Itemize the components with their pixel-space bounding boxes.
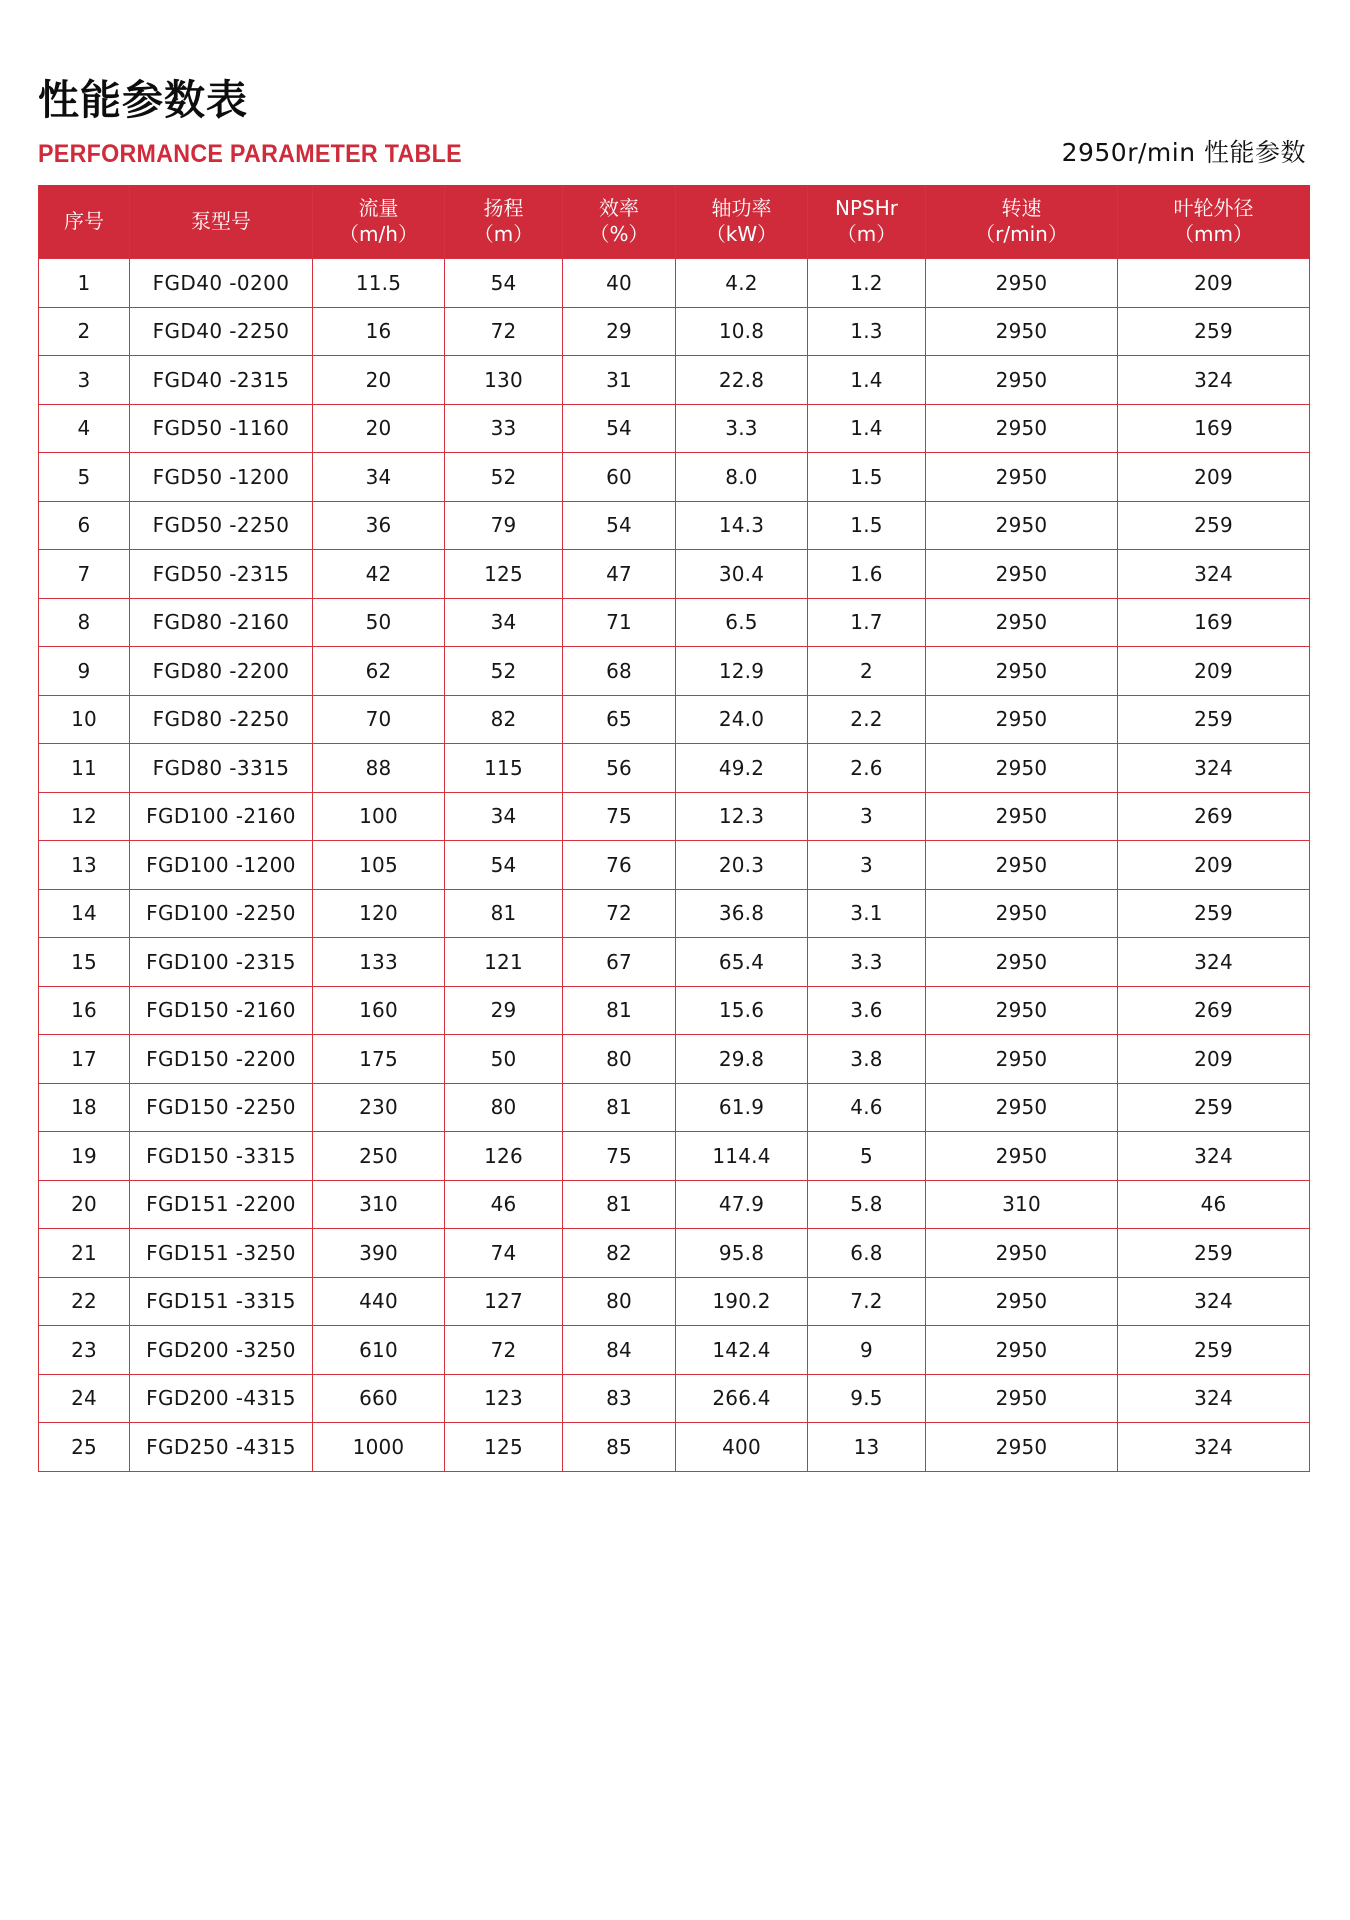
page-title: 性能参数表 xyxy=(38,76,248,124)
cell-value: 100 xyxy=(313,793,445,842)
cell-pump-model: FGD200 -3250 xyxy=(130,1326,313,1375)
table-row xyxy=(38,938,1310,987)
cell-value: 81 xyxy=(563,1181,676,1230)
table-row xyxy=(38,841,1310,890)
cell-value: 70 xyxy=(313,696,445,745)
cell-value: 121 xyxy=(445,938,563,987)
cell-value: 34 xyxy=(445,793,563,842)
column-header-7 xyxy=(808,185,926,259)
cell-value: 660 xyxy=(313,1375,445,1424)
cell-value: 2950 xyxy=(926,453,1118,502)
cell-index: 13 xyxy=(38,841,130,890)
performance-table xyxy=(38,185,1310,1472)
cell-pump-model: FGD40 -0200 xyxy=(130,259,313,308)
speed-condition-note: 2950r/min 性能参数 xyxy=(1061,138,1306,168)
cell-value: 83 xyxy=(563,1375,676,1424)
cell-pump-model: FGD50 -2315 xyxy=(130,550,313,599)
cell-value: 209 xyxy=(1118,453,1310,502)
cell-value: 2 xyxy=(808,647,926,696)
column-header-unit: （kW） xyxy=(705,222,778,246)
cell-value: 50 xyxy=(445,1035,563,1084)
cell-value: 61.9 xyxy=(676,1084,808,1133)
cell-pump-model: FGD151 -2200 xyxy=(130,1181,313,1230)
table-row xyxy=(38,259,1310,308)
cell-value: 2950 xyxy=(926,1375,1118,1424)
table-row xyxy=(38,744,1310,793)
column-header-2 xyxy=(130,185,313,259)
cell-pump-model: FGD100 -2160 xyxy=(130,793,313,842)
page-subtitle-english: PERFORMANCE PARAMETER TABLE xyxy=(38,140,462,169)
cell-pump-model: FGD50 -1200 xyxy=(130,453,313,502)
cell-pump-model: FGD100 -2250 xyxy=(130,890,313,939)
table-row xyxy=(38,405,1310,454)
cell-index: 1 xyxy=(38,259,130,308)
cell-value: 3.1 xyxy=(808,890,926,939)
cell-index: 8 xyxy=(38,599,130,648)
table-row xyxy=(38,696,1310,745)
cell-value: 324 xyxy=(1118,1375,1310,1424)
cell-value: 72 xyxy=(445,1326,563,1375)
table-header xyxy=(38,185,1310,259)
cell-pump-model: FGD50 -1160 xyxy=(130,405,313,454)
cell-pump-model: FGD80 -2250 xyxy=(130,696,313,745)
cell-pump-model: FGD80 -2200 xyxy=(130,647,313,696)
cell-value: 324 xyxy=(1118,744,1310,793)
cell-value: 31 xyxy=(563,356,676,405)
cell-value: 2950 xyxy=(926,1229,1118,1278)
cell-value: 10.8 xyxy=(676,308,808,357)
cell-index: 21 xyxy=(38,1229,130,1278)
cell-value: 1.2 xyxy=(808,259,926,308)
cell-value: 169 xyxy=(1118,405,1310,454)
cell-index: 20 xyxy=(38,1181,130,1230)
cell-value: 5.8 xyxy=(808,1181,926,1230)
performance-table-container xyxy=(38,185,1310,1472)
cell-index: 24 xyxy=(38,1375,130,1424)
cell-value: 2950 xyxy=(926,744,1118,793)
column-header-label: 序号 xyxy=(64,209,104,234)
cell-value: 47.9 xyxy=(676,1181,808,1230)
cell-value: 3.3 xyxy=(676,405,808,454)
cell-value: 4.2 xyxy=(676,259,808,308)
cell-value: 259 xyxy=(1118,696,1310,745)
cell-value: 126 xyxy=(445,1132,563,1181)
cell-pump-model: FGD100 -2315 xyxy=(130,938,313,987)
cell-value: 324 xyxy=(1118,938,1310,987)
cell-pump-model: FGD151 -3315 xyxy=(130,1278,313,1327)
cell-value: 20 xyxy=(313,405,445,454)
cell-value: 2950 xyxy=(926,308,1118,357)
cell-value: 209 xyxy=(1118,1035,1310,1084)
cell-value: 60 xyxy=(563,453,676,502)
cell-index: 16 xyxy=(38,987,130,1036)
column-header-label: 流量 xyxy=(358,196,399,221)
cell-value: 7.2 xyxy=(808,1278,926,1327)
cell-value: 390 xyxy=(313,1229,445,1278)
cell-value: 105 xyxy=(313,841,445,890)
cell-index: 19 xyxy=(38,1132,130,1181)
cell-value: 1.5 xyxy=(808,502,926,551)
table-row xyxy=(38,1375,1310,1424)
cell-pump-model: FGD150 -2200 xyxy=(130,1035,313,1084)
cell-value: 24.0 xyxy=(676,696,808,745)
cell-value: 250 xyxy=(313,1132,445,1181)
cell-value: 3 xyxy=(808,793,926,842)
cell-value: 54 xyxy=(445,259,563,308)
cell-index: 4 xyxy=(38,405,130,454)
cell-value: 127 xyxy=(445,1278,563,1327)
cell-value: 6.8 xyxy=(808,1229,926,1278)
table-row xyxy=(38,550,1310,599)
cell-value: 230 xyxy=(313,1084,445,1133)
cell-value: 324 xyxy=(1118,1132,1310,1181)
cell-value: 2950 xyxy=(926,356,1118,405)
cell-value: 54 xyxy=(445,841,563,890)
column-header-label: 泵型号 xyxy=(191,209,251,234)
column-header-5 xyxy=(563,185,676,259)
cell-value: 2950 xyxy=(926,405,1118,454)
cell-value: 54 xyxy=(563,502,676,551)
cell-value: 1.4 xyxy=(808,405,926,454)
cell-value: 142.4 xyxy=(676,1326,808,1375)
cell-value: 13 xyxy=(808,1423,926,1472)
cell-value: 88 xyxy=(313,744,445,793)
cell-pump-model: FGD50 -2250 xyxy=(130,502,313,551)
cell-value: 67 xyxy=(563,938,676,987)
cell-value: 324 xyxy=(1118,356,1310,405)
cell-value: 40 xyxy=(563,259,676,308)
cell-value: 125 xyxy=(445,1423,563,1472)
cell-value: 133 xyxy=(313,938,445,987)
cell-value: 2950 xyxy=(926,599,1118,648)
cell-value: 259 xyxy=(1118,1229,1310,1278)
cell-value: 62 xyxy=(313,647,445,696)
table-row xyxy=(38,1181,1310,1230)
cell-value: 15.6 xyxy=(676,987,808,1036)
cell-value: 12.9 xyxy=(676,647,808,696)
cell-index: 2 xyxy=(38,308,130,357)
cell-value: 42 xyxy=(313,550,445,599)
cell-value: 50 xyxy=(313,599,445,648)
cell-index: 22 xyxy=(38,1278,130,1327)
cell-value: 1.5 xyxy=(808,453,926,502)
cell-value: 6.5 xyxy=(676,599,808,648)
cell-value: 8.0 xyxy=(676,453,808,502)
table-row xyxy=(38,356,1310,405)
cell-value: 12.3 xyxy=(676,793,808,842)
cell-value: 75 xyxy=(563,793,676,842)
cell-index: 10 xyxy=(38,696,130,745)
table-row xyxy=(38,793,1310,842)
cell-value: 2950 xyxy=(926,1278,1118,1327)
cell-value: 2950 xyxy=(926,1084,1118,1133)
cell-value: 269 xyxy=(1118,987,1310,1036)
cell-value: 65 xyxy=(563,696,676,745)
cell-value: 22.8 xyxy=(676,356,808,405)
cell-value: 49.2 xyxy=(676,744,808,793)
table-row xyxy=(38,502,1310,551)
table-header-row xyxy=(38,185,1310,259)
cell-pump-model: FGD250 -4315 xyxy=(130,1423,313,1472)
cell-pump-model: FGD150 -2160 xyxy=(130,987,313,1036)
cell-value: 1000 xyxy=(313,1423,445,1472)
table-row xyxy=(38,1132,1310,1181)
cell-value: 259 xyxy=(1118,308,1310,357)
cell-value: 56 xyxy=(563,744,676,793)
cell-value: 2950 xyxy=(926,890,1118,939)
cell-value: 33 xyxy=(445,405,563,454)
cell-value: 175 xyxy=(313,1035,445,1084)
cell-index: 6 xyxy=(38,502,130,551)
cell-value: 76 xyxy=(563,841,676,890)
cell-value: 85 xyxy=(563,1423,676,1472)
cell-value: 20.3 xyxy=(676,841,808,890)
cell-value: 2950 xyxy=(926,1326,1118,1375)
cell-value: 1.7 xyxy=(808,599,926,648)
cell-index: 11 xyxy=(38,744,130,793)
cell-value: 2.6 xyxy=(808,744,926,793)
cell-value: 16 xyxy=(313,308,445,357)
column-header-8 xyxy=(926,185,1118,259)
cell-value: 440 xyxy=(313,1278,445,1327)
cell-value: 160 xyxy=(313,987,445,1036)
cell-value: 610 xyxy=(313,1326,445,1375)
column-header-unit: （m） xyxy=(473,222,534,246)
cell-value: 269 xyxy=(1118,793,1310,842)
cell-value: 47 xyxy=(563,550,676,599)
cell-value: 84 xyxy=(563,1326,676,1375)
cell-value: 2950 xyxy=(926,1132,1118,1181)
cell-value: 209 xyxy=(1118,647,1310,696)
cell-value: 400 xyxy=(676,1423,808,1472)
cell-value: 259 xyxy=(1118,1326,1310,1375)
cell-pump-model: FGD151 -3250 xyxy=(130,1229,313,1278)
cell-value: 130 xyxy=(445,356,563,405)
cell-value: 259 xyxy=(1118,502,1310,551)
cell-value: 324 xyxy=(1118,1278,1310,1327)
cell-value: 3 xyxy=(808,841,926,890)
cell-value: 46 xyxy=(445,1181,563,1230)
cell-value: 114.4 xyxy=(676,1132,808,1181)
cell-index: 23 xyxy=(38,1326,130,1375)
cell-value: 80 xyxy=(563,1035,676,1084)
cell-value: 54 xyxy=(563,405,676,454)
cell-value: 79 xyxy=(445,502,563,551)
cell-value: 2950 xyxy=(926,550,1118,599)
cell-value: 3.3 xyxy=(808,938,926,987)
column-header-4 xyxy=(445,185,563,259)
cell-value: 3.8 xyxy=(808,1035,926,1084)
cell-value: 5 xyxy=(808,1132,926,1181)
cell-pump-model: FGD80 -2160 xyxy=(130,599,313,648)
cell-pump-model: FGD40 -2315 xyxy=(130,356,313,405)
table-row xyxy=(38,1278,1310,1327)
cell-value: 2950 xyxy=(926,259,1118,308)
cell-value: 259 xyxy=(1118,1084,1310,1133)
cell-value: 4.6 xyxy=(808,1084,926,1133)
cell-value: 11.5 xyxy=(313,259,445,308)
cell-value: 68 xyxy=(563,647,676,696)
cell-value: 310 xyxy=(926,1181,1118,1230)
cell-value: 209 xyxy=(1118,259,1310,308)
cell-value: 29.8 xyxy=(676,1035,808,1084)
cell-value: 29 xyxy=(445,987,563,1036)
column-header-unit: （m） xyxy=(836,222,897,246)
cell-value: 310 xyxy=(313,1181,445,1230)
cell-index: 7 xyxy=(38,550,130,599)
cell-value: 14.3 xyxy=(676,502,808,551)
cell-pump-model: FGD150 -3315 xyxy=(130,1132,313,1181)
column-header-unit: （r/min） xyxy=(975,222,1068,246)
column-header-unit: （%） xyxy=(589,222,649,246)
column-header-label: 叶轮外径 xyxy=(1173,196,1254,221)
cell-value: 259 xyxy=(1118,890,1310,939)
cell-value: 125 xyxy=(445,550,563,599)
cell-value: 9 xyxy=(808,1326,926,1375)
table-row xyxy=(38,1229,1310,1278)
cell-value: 169 xyxy=(1118,599,1310,648)
cell-value: 52 xyxy=(445,453,563,502)
column-header-9 xyxy=(1118,185,1310,259)
cell-value: 9.5 xyxy=(808,1375,926,1424)
cell-value: 209 xyxy=(1118,841,1310,890)
cell-index: 15 xyxy=(38,938,130,987)
cell-value: 82 xyxy=(445,696,563,745)
table-body xyxy=(38,259,1310,1472)
table-row xyxy=(38,453,1310,502)
cell-value: 324 xyxy=(1118,1423,1310,1472)
table-row xyxy=(38,599,1310,648)
cell-pump-model: FGD200 -4315 xyxy=(130,1375,313,1424)
cell-value: 46 xyxy=(1118,1181,1310,1230)
column-header-label: 轴功率 xyxy=(711,196,772,221)
cell-value: 34 xyxy=(445,599,563,648)
cell-value: 3.6 xyxy=(808,987,926,1036)
cell-value: 120 xyxy=(313,890,445,939)
cell-value: 115 xyxy=(445,744,563,793)
column-header-1 xyxy=(38,185,130,259)
table-row xyxy=(38,1326,1310,1375)
cell-pump-model: FGD150 -2250 xyxy=(130,1084,313,1133)
cell-value: 20 xyxy=(313,356,445,405)
cell-value: 123 xyxy=(445,1375,563,1424)
cell-value: 72 xyxy=(445,308,563,357)
cell-value: 29 xyxy=(563,308,676,357)
column-header-label: 扬程 xyxy=(483,196,524,221)
cell-value: 36.8 xyxy=(676,890,808,939)
cell-pump-model: FGD100 -1200 xyxy=(130,841,313,890)
cell-value: 30.4 xyxy=(676,550,808,599)
cell-value: 2.2 xyxy=(808,696,926,745)
column-header-label: 转速 xyxy=(1001,196,1042,221)
cell-value: 2950 xyxy=(926,938,1118,987)
cell-value: 81 xyxy=(445,890,563,939)
cell-index: 9 xyxy=(38,647,130,696)
cell-value: 2950 xyxy=(926,793,1118,842)
cell-value: 2950 xyxy=(926,841,1118,890)
cell-value: 1.6 xyxy=(808,550,926,599)
table-row xyxy=(38,647,1310,696)
cell-value: 65.4 xyxy=(676,938,808,987)
cell-pump-model: FGD40 -2250 xyxy=(130,308,313,357)
cell-value: 82 xyxy=(563,1229,676,1278)
table-row xyxy=(38,987,1310,1036)
cell-index: 25 xyxy=(38,1423,130,1472)
cell-index: 18 xyxy=(38,1084,130,1133)
cell-value: 324 xyxy=(1118,550,1310,599)
cell-value: 2950 xyxy=(926,1035,1118,1084)
cell-index: 17 xyxy=(38,1035,130,1084)
cell-value: 2950 xyxy=(926,647,1118,696)
cell-value: 34 xyxy=(313,453,445,502)
cell-value: 81 xyxy=(563,987,676,1036)
cell-value: 52 xyxy=(445,647,563,696)
cell-value: 1.4 xyxy=(808,356,926,405)
cell-index: 3 xyxy=(38,356,130,405)
table-row xyxy=(38,1035,1310,1084)
cell-value: 95.8 xyxy=(676,1229,808,1278)
table-row xyxy=(38,890,1310,939)
cell-value: 36 xyxy=(313,502,445,551)
cell-value: 190.2 xyxy=(676,1278,808,1327)
cell-index: 12 xyxy=(38,793,130,842)
table-row xyxy=(38,1084,1310,1133)
cell-value: 74 xyxy=(445,1229,563,1278)
cell-value: 1.3 xyxy=(808,308,926,357)
page-header xyxy=(38,78,1310,169)
cell-value: 2950 xyxy=(926,502,1118,551)
cell-value: 72 xyxy=(563,890,676,939)
subtitle-row xyxy=(38,133,1310,169)
column-header-label: NPSHr xyxy=(835,196,898,221)
cell-value: 266.4 xyxy=(676,1375,808,1424)
cell-value: 75 xyxy=(563,1132,676,1181)
column-header-label: 效率 xyxy=(599,196,639,221)
column-header-unit: （mm） xyxy=(1174,222,1253,246)
table-row xyxy=(38,308,1310,357)
table-row xyxy=(38,1423,1310,1472)
cell-value: 2950 xyxy=(926,1423,1118,1472)
cell-value: 80 xyxy=(445,1084,563,1133)
cell-value: 71 xyxy=(563,599,676,648)
cell-value: 2950 xyxy=(926,987,1118,1036)
cell-value: 80 xyxy=(563,1278,676,1327)
column-header-unit: （m/h） xyxy=(339,222,418,246)
cell-value: 2950 xyxy=(926,696,1118,745)
cell-index: 5 xyxy=(38,453,130,502)
column-header-3 xyxy=(313,185,445,259)
column-header-6 xyxy=(676,185,808,259)
cell-value: 81 xyxy=(563,1084,676,1133)
cell-index: 14 xyxy=(38,890,130,939)
cell-pump-model: FGD80 -3315 xyxy=(130,744,313,793)
